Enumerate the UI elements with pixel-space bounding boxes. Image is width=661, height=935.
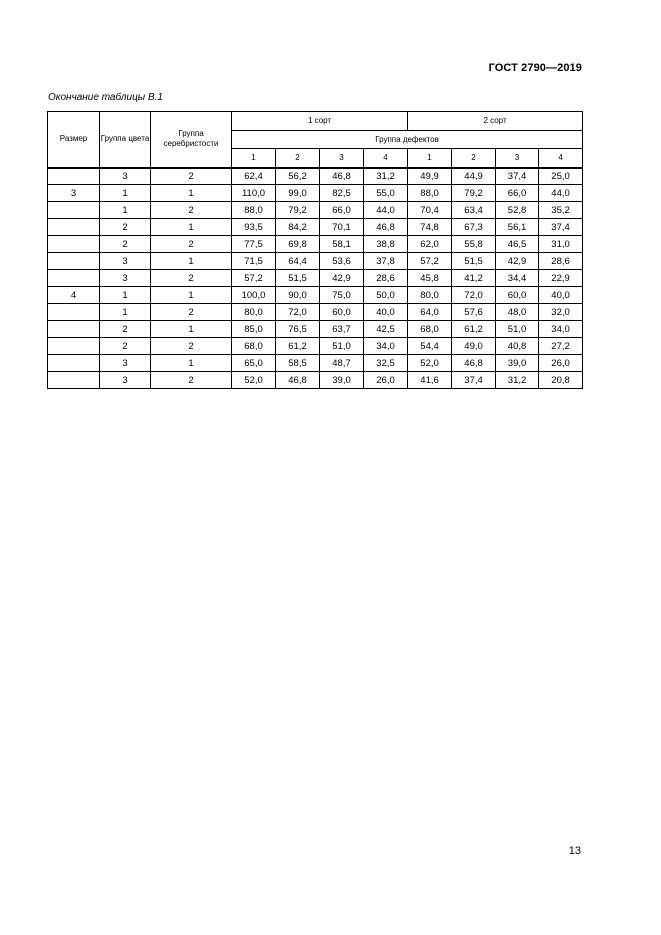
table-row — [48, 321, 583, 338]
table-cell: 37,4 — [452, 372, 496, 389]
table-row — [48, 236, 583, 253]
table-cell: 100,0 — [232, 287, 276, 304]
header-defect-col: 4 — [539, 149, 583, 168]
table-cell: 88,0 — [232, 202, 276, 219]
table-cell: 3 — [100, 168, 151, 185]
table-cell: 82,5 — [320, 185, 364, 202]
table-cell: 46,5 — [496, 236, 539, 253]
header-silver-group: Группа серебристости — [151, 112, 232, 168]
table-cell: 51,5 — [276, 270, 320, 287]
table-cell: 52,8 — [496, 202, 539, 219]
header-color-group: Группа цвета — [100, 112, 151, 168]
table-cell: 44,0 — [539, 185, 583, 202]
table-cell: 57,2 — [408, 253, 452, 270]
table-cell: 2 — [100, 219, 151, 236]
table-cell: 39,0 — [320, 372, 364, 389]
table-cell: 26,0 — [364, 372, 408, 389]
table-row — [48, 219, 583, 236]
table-cell: 3 — [100, 270, 151, 287]
table-cell — [48, 355, 100, 372]
table-cell: 68,0 — [408, 321, 452, 338]
table-cell: 35,2 — [539, 202, 583, 219]
table-caption: Окончание таблицы В.1 — [48, 92, 163, 103]
table-cell: 2 — [151, 270, 232, 287]
table-cell: 1 — [151, 287, 232, 304]
table-cell: 64,0 — [408, 304, 452, 321]
table-cell — [48, 168, 100, 185]
table-row — [48, 185, 583, 202]
table-cell: 1 — [100, 287, 151, 304]
table-cell: 62,0 — [408, 236, 452, 253]
table-cell: 37,4 — [496, 168, 539, 185]
table-cell: 88,0 — [408, 185, 452, 202]
header-defect-col: 3 — [496, 149, 539, 168]
table-cell: 72,0 — [276, 304, 320, 321]
table-cell — [48, 304, 100, 321]
table-cell: 77,5 — [232, 236, 276, 253]
table-cell: 2 — [100, 236, 151, 253]
table-cell: 42,9 — [320, 270, 364, 287]
table-cell: 31,0 — [539, 236, 583, 253]
table-cell: 46,8 — [452, 355, 496, 372]
table-cell — [48, 372, 100, 389]
header-defect-col: 4 — [364, 149, 408, 168]
table-cell: 65,0 — [232, 355, 276, 372]
table-cell: 32,0 — [539, 304, 583, 321]
table-cell: 70,1 — [320, 219, 364, 236]
table-cell — [48, 219, 100, 236]
table-cell: 1 — [100, 202, 151, 219]
table-cell: 44,0 — [364, 202, 408, 219]
table-cell: 37,4 — [539, 219, 583, 236]
table-cell: 58,1 — [320, 236, 364, 253]
table-cell: 45,8 — [408, 270, 452, 287]
table-cell: 58,5 — [276, 355, 320, 372]
table-cell — [48, 236, 100, 253]
table-row — [48, 372, 583, 389]
table-cell: 72,0 — [452, 287, 496, 304]
header-defect-col: 3 — [320, 149, 364, 168]
table-cell: 2 — [151, 372, 232, 389]
table-cell: 28,6 — [364, 270, 408, 287]
table-row — [48, 304, 583, 321]
table-cell — [48, 321, 100, 338]
table-cell: 28,6 — [539, 253, 583, 270]
table-cell: 74,8 — [408, 219, 452, 236]
table-cell: 44,9 — [452, 168, 496, 185]
table-cell: 75,0 — [320, 287, 364, 304]
table-cell: 99,0 — [276, 185, 320, 202]
table-cell: 57,6 — [452, 304, 496, 321]
table-cell: 42,9 — [496, 253, 539, 270]
table-row — [48, 287, 583, 304]
table-cell: 56,1 — [496, 219, 539, 236]
table-cell: 41,2 — [452, 270, 496, 287]
table-row — [48, 253, 583, 270]
header-grade-1: 1 сорт — [232, 112, 408, 131]
table-cell — [48, 338, 100, 355]
table-cell: 32,5 — [364, 355, 408, 372]
table-cell: 64,4 — [276, 253, 320, 270]
table-cell: 52,0 — [232, 372, 276, 389]
table-cell: 22,9 — [539, 270, 583, 287]
table-cell: 42,5 — [364, 321, 408, 338]
table-cell: 40,0 — [364, 304, 408, 321]
table-cell: 80,0 — [408, 287, 452, 304]
table-cell: 66,0 — [496, 185, 539, 202]
table-cell: 31,2 — [496, 372, 539, 389]
table-cell: 63,4 — [452, 202, 496, 219]
table-cell: 68,0 — [232, 338, 276, 355]
table-cell: 3 — [100, 253, 151, 270]
table-cell: 55,8 — [452, 236, 496, 253]
table-cell: 60,0 — [320, 304, 364, 321]
table-body — [48, 168, 583, 389]
table-row — [48, 168, 583, 185]
table-cell: 1 — [151, 219, 232, 236]
table-cell: 48,7 — [320, 355, 364, 372]
table-cell: 46,8 — [276, 372, 320, 389]
table-cell: 40,0 — [539, 287, 583, 304]
table-cell: 51,0 — [496, 321, 539, 338]
table-cell — [48, 270, 100, 287]
table-cell: 80,0 — [232, 304, 276, 321]
table-cell: 34,4 — [496, 270, 539, 287]
table-row — [48, 202, 583, 219]
table-cell: 1 — [100, 185, 151, 202]
table-cell: 79,2 — [276, 202, 320, 219]
table-cell — [48, 202, 100, 219]
table-header — [48, 112, 583, 168]
table-cell: 54,4 — [408, 338, 452, 355]
table-cell: 71,5 — [232, 253, 276, 270]
table-cell: 1 — [151, 355, 232, 372]
table-cell: 26,0 — [539, 355, 583, 372]
table-cell: 1 — [151, 185, 232, 202]
data-table — [47, 111, 583, 389]
table-cell: 2 — [151, 236, 232, 253]
table-cell: 2 — [151, 202, 232, 219]
table-cell: 51,5 — [452, 253, 496, 270]
table-cell: 40,8 — [496, 338, 539, 355]
table-cell: 1 — [100, 304, 151, 321]
page-number: 13 — [568, 845, 581, 857]
table-cell: 79,2 — [452, 185, 496, 202]
table-cell: 2 — [100, 321, 151, 338]
table-cell: 2 — [151, 168, 232, 185]
table-cell: 48,0 — [496, 304, 539, 321]
header-defect-col: 1 — [232, 149, 276, 168]
table-cell: 34,0 — [539, 321, 583, 338]
table-cell: 70,4 — [408, 202, 452, 219]
table-cell: 46,8 — [320, 168, 364, 185]
table-cell: 61,2 — [276, 338, 320, 355]
table-cell: 2 — [100, 338, 151, 355]
table-cell: 60,0 — [496, 287, 539, 304]
header-defect-col: 2 — [452, 149, 496, 168]
table-cell: 3 — [100, 355, 151, 372]
header-defect-group: Группа дефектов — [232, 131, 583, 149]
table-cell: 53,6 — [320, 253, 364, 270]
header-defect-col: 2 — [276, 149, 320, 168]
table-cell: 51,0 — [320, 338, 364, 355]
table-cell: 41,6 — [408, 372, 452, 389]
table-cell: 27,2 — [539, 338, 583, 355]
table-cell: 2 — [151, 338, 232, 355]
table-cell: 4 — [48, 287, 100, 304]
table-row — [48, 355, 583, 372]
table-cell: 55,0 — [364, 185, 408, 202]
table-cell: 84,2 — [276, 219, 320, 236]
table-row — [48, 338, 583, 355]
table-cell: 25,0 — [539, 168, 583, 185]
table-cell: 1 — [151, 321, 232, 338]
table-row — [48, 270, 583, 287]
table-cell: 110,0 — [232, 185, 276, 202]
table-cell: 63,7 — [320, 321, 364, 338]
table-cell: 46,8 — [364, 219, 408, 236]
table-cell: 67,3 — [452, 219, 496, 236]
table-cell: 69,8 — [276, 236, 320, 253]
table-cell: 31,2 — [364, 168, 408, 185]
table-cell: 90,0 — [276, 287, 320, 304]
table-cell: 57,2 — [232, 270, 276, 287]
table-cell: 3 — [100, 372, 151, 389]
table-cell: 20,8 — [539, 372, 583, 389]
table-cell: 93,5 — [232, 219, 276, 236]
table-cell: 61,2 — [452, 321, 496, 338]
table-cell: 85,0 — [232, 321, 276, 338]
table-cell: 66,0 — [320, 202, 364, 219]
table-cell: 50,0 — [364, 287, 408, 304]
table-cell: 1 — [151, 253, 232, 270]
table-cell: 3 — [48, 185, 100, 202]
header-defect-col: 1 — [408, 149, 452, 168]
table-cell: 38,8 — [364, 236, 408, 253]
table-cell: 49,0 — [452, 338, 496, 355]
document-code: ГОСТ 2790—2019 — [488, 62, 582, 74]
table-cell: 49,9 — [408, 168, 452, 185]
table-cell: 37,8 — [364, 253, 408, 270]
table-cell: 2 — [151, 304, 232, 321]
table-cell: 76,5 — [276, 321, 320, 338]
header-size: Размер — [48, 112, 100, 168]
table-cell: 56,2 — [276, 168, 320, 185]
table-cell: 39,0 — [496, 355, 539, 372]
header-grade-2: 2 сорт — [408, 112, 583, 131]
table-cell: 62,4 — [232, 168, 276, 185]
table-cell — [48, 253, 100, 270]
table-cell: 52,0 — [408, 355, 452, 372]
table-cell: 34,0 — [364, 338, 408, 355]
